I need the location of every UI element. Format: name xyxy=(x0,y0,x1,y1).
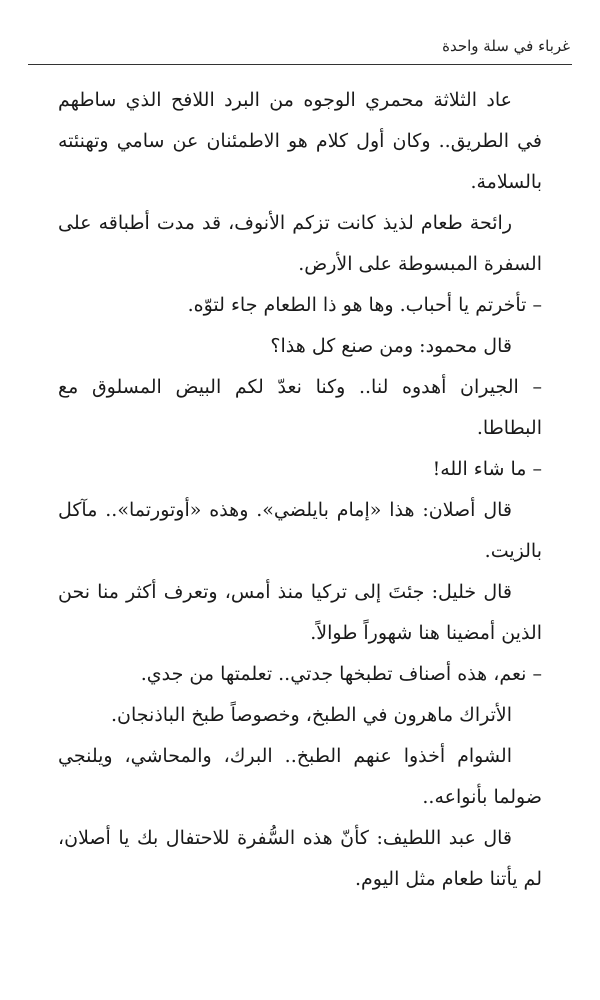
dialog-line: – الجيران أهدوه لنا.. وكنا نعدّ لكم البيض المسلوق مع البطاطا. xyxy=(58,376,542,439)
running-header-title: غرباء في سلة واحدة xyxy=(442,37,570,55)
body-text xyxy=(58,80,542,900)
paragraph: قال محمود: ومن صنع كل هذا؟ xyxy=(270,335,512,357)
dialog-line: – نعم، هذه أصناف تطبخها جدتي.. تعلمتها من جدي. xyxy=(140,663,542,685)
paragraph: قال خليل: جئتَ إلى تركيا منذ أمس، وتعرف أكثر منا نحن الذين أمضينا هنا شهوراً طوالاً. xyxy=(58,581,542,644)
paragraph: رائحة طعام لذيذ كانت تزكم الأنوف، قد مدت أطباقه على السفرة المبسوطة على الأرض. xyxy=(58,212,542,275)
dialog-line: – ما شاء الله! xyxy=(432,458,542,480)
paragraph: قال عبد اللطيف: كأنّ هذه السُّفرة للاحتفال بك يا أصلان، لم يأتنا طعام مثل اليوم. xyxy=(58,827,542,890)
paragraph: عاد الثلاثة محمري الوجوه من البرد اللافح الذي ساطهم في الطريق.. وكان أول كلام هو الاطمئنان عن سامي وتهنئته بالسلامة. xyxy=(58,89,542,193)
header-rule xyxy=(28,64,572,65)
paragraph: الشوام أخذوا عنهم الطبخ.. البرك، والمحاشي، ويلنجي ضولما بأنواعه.. xyxy=(58,745,542,808)
paragraph: قال أصلان: هذا «إمام بايلضي». وهذه «أوتورتما».. مآكل بالزيت. xyxy=(58,499,542,562)
dialog-line: – تأخرتم يا أحباب. وها هو ذا الطعام جاء لتوّه. xyxy=(187,294,542,316)
paragraph: الأتراك ماهرون في الطبخ، وخصوصاً طبخ الباذنجان. xyxy=(110,704,512,726)
